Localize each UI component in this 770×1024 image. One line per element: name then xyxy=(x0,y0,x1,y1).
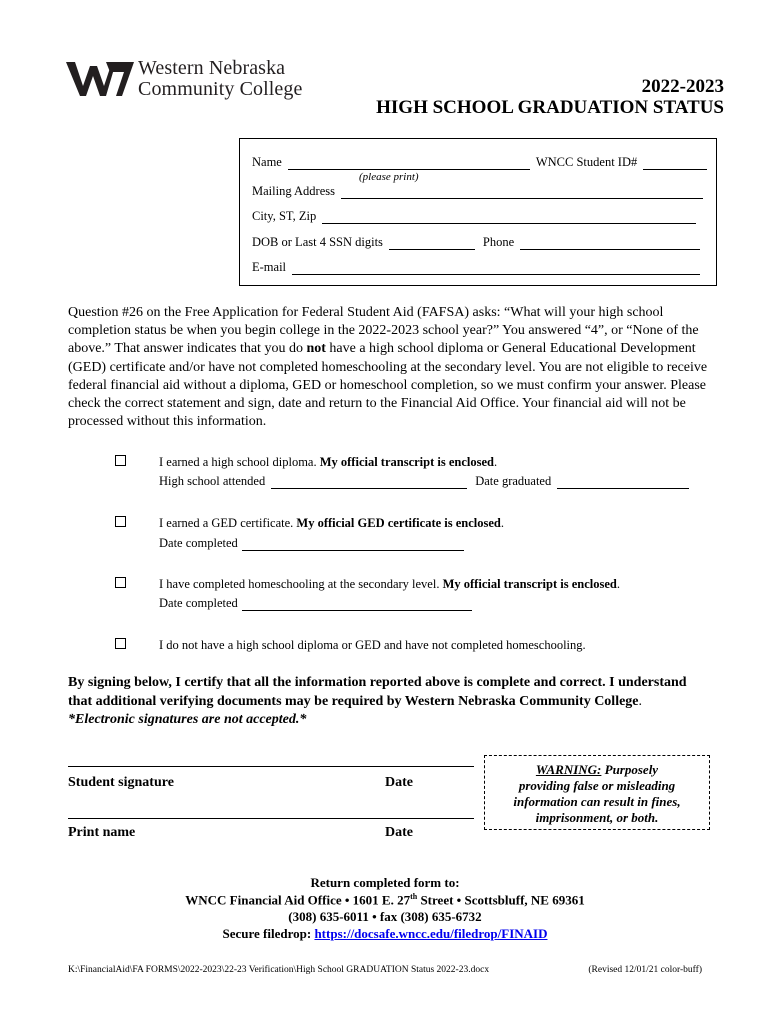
name-field[interactable] xyxy=(288,157,530,170)
option-diploma xyxy=(159,455,497,470)
certify-text: By signing below, I certify that all the information reported above is complete and correct. I understand that additional verifying documents may be required by Western Nebraska Community College xyxy=(68,675,687,709)
print-name-label: Print name xyxy=(68,825,136,840)
option-diploma-bold: My official transcript is enclosed xyxy=(319,455,494,469)
homeschool-date-completed-field[interactable] xyxy=(242,598,472,611)
print-name-line[interactable] xyxy=(68,818,474,819)
phone-label: Phone xyxy=(482,235,515,249)
option-diploma-text: I earned a high school diploma. xyxy=(159,455,320,469)
name-hint: (please print) xyxy=(359,171,419,183)
option-homeschool-end: . xyxy=(616,577,620,591)
option-none: I do not have a high school diploma or GED and have not completed homeschooling. xyxy=(159,638,586,652)
email-field[interactable] xyxy=(292,262,700,275)
logo-name-line2: Community College xyxy=(138,78,303,100)
filedrop-label: Secure filedrop: xyxy=(222,926,312,941)
option-ged-details xyxy=(159,536,464,551)
form-year: 2022-2023 xyxy=(641,76,724,97)
checkbox-ged[interactable] xyxy=(115,516,126,527)
footer-file-path: K:\FinancialAid\FA FORMS\2022-2023\22-23 Verification\High School GRADUATION Status 2022-23.docx xyxy=(68,965,490,975)
office-address-b: Street • Scottsbluff, NE 69361 xyxy=(417,892,585,908)
checkbox-homeschool[interactable] xyxy=(115,577,126,588)
option-diploma-details xyxy=(159,474,689,489)
intro-text-1: Question #26 on the Free Application for Federal Student Aid (FAFSA) asks: “What will your high school completion status be when you begin college in the 2022-2023 school year?” You answered “4”, or “None of the above.” That answer indicates that you do xyxy=(68,305,699,357)
signature-date-label: Date xyxy=(385,775,413,790)
student-signature-label: Student signature xyxy=(68,775,174,790)
student-id-label: WNCC Student ID# xyxy=(535,155,638,169)
dob-row xyxy=(252,235,700,250)
warning-text-4: imprisonment, or both. xyxy=(535,810,659,825)
dob-label: DOB or Last 4 SSN digits xyxy=(252,235,383,249)
certification-statement xyxy=(68,674,688,730)
checkbox-diploma[interactable] xyxy=(115,455,126,466)
return-office-address xyxy=(0,892,770,908)
office-address-sup: th xyxy=(410,892,418,901)
option-ged xyxy=(159,516,504,531)
homeschool-date-completed-label: Date completed xyxy=(159,596,238,610)
checkbox-none[interactable] xyxy=(115,638,126,649)
option-diploma-end: . xyxy=(494,455,498,469)
date-graduated-label: Date graduated xyxy=(475,474,552,488)
intro-paragraph xyxy=(68,304,708,431)
intro-text-2: have a high school diploma or General Educational Development (GED) certificate and/or have not completed homeschooling at the secondary level. You are not eligible to receive federal financial aid without a diploma, GED or homeschool completion, so we must confirm your answer. Please check the correct statement and sign, date and return to the Financial Aid Office. Your financial aid will not be processed without this information. xyxy=(68,341,708,430)
mailing-address-label: Mailing Address xyxy=(252,184,335,198)
warning-text-1: Purposely xyxy=(601,762,659,777)
ged-date-completed-field[interactable] xyxy=(242,538,464,551)
name-label: Name xyxy=(252,155,282,169)
intro-emphasis: not xyxy=(306,341,326,357)
high-school-attended-field[interactable] xyxy=(271,476,467,489)
option-homeschool-details xyxy=(159,596,472,611)
certify-dot: . xyxy=(638,693,643,709)
city-st-zip-label: City, ST, Zip xyxy=(252,209,317,223)
page-title: HIGH SCHOOL GRADUATION STATUS xyxy=(376,97,724,118)
warning-text-3: information can result in fines, xyxy=(513,794,681,809)
return-filedrop xyxy=(0,926,770,942)
warning-title: WARNING: xyxy=(535,762,602,777)
footer-revised: (Revised 12/01/21 color-buff) xyxy=(588,965,702,975)
high-school-attended-label: High school attended xyxy=(159,474,266,488)
city-st-zip-field[interactable] xyxy=(322,211,696,224)
print-date-label: Date xyxy=(385,825,413,840)
certify-electronic-note: *Electronic signatures are not accepted.* xyxy=(68,712,307,727)
city-row xyxy=(252,209,696,224)
wncc-logo-icon xyxy=(66,60,134,98)
student-signature-line[interactable] xyxy=(68,766,474,767)
warning-box xyxy=(484,755,710,830)
mailing-row xyxy=(252,184,703,199)
email-label: E-mail xyxy=(252,260,287,274)
mailing-address-field[interactable] xyxy=(341,186,703,199)
option-ged-bold: My official GED certificate is enclosed xyxy=(296,516,501,530)
warning-text-2: providing false or misleading xyxy=(518,778,676,793)
filedrop-link[interactable]: https://docsafe.wncc.edu/filedrop/FINAID xyxy=(314,926,548,941)
option-ged-end: . xyxy=(500,516,504,530)
dob-field[interactable] xyxy=(389,237,475,250)
name-row xyxy=(252,155,707,170)
ged-date-completed-label: Date completed xyxy=(159,536,238,550)
return-phones: (308) 635-6011 • fax (308) 635-6732 xyxy=(288,909,482,924)
option-homeschool xyxy=(159,577,620,592)
phone-field[interactable] xyxy=(520,237,700,250)
option-ged-text: I earned a GED certificate. xyxy=(159,516,297,530)
student-id-field[interactable] xyxy=(643,157,707,170)
email-row xyxy=(252,260,700,275)
return-heading: Return completed form to: xyxy=(310,875,460,890)
option-homeschool-text: I have completed homeschooling at the secondary level. xyxy=(159,577,443,591)
date-graduated-field[interactable] xyxy=(557,476,689,489)
option-homeschool-bold: My official transcript is enclosed xyxy=(442,577,617,591)
office-address-a: WNCC Financial Aid Office • 1601 E. 27 xyxy=(185,892,411,908)
logo-name-line1: Western Nebraska xyxy=(138,57,286,79)
